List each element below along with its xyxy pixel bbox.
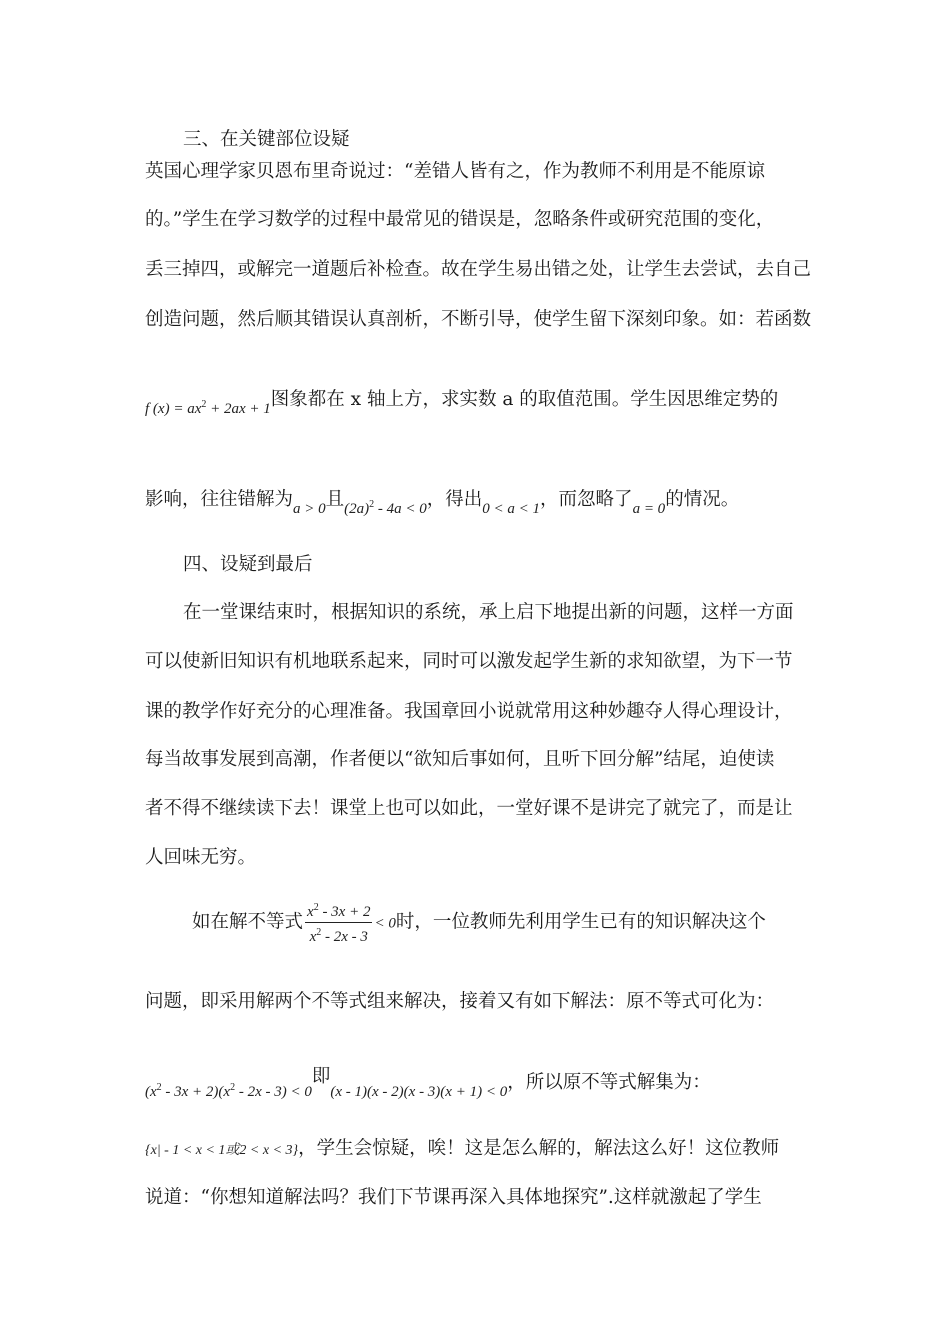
paragraph-line-with-product — [145, 1066, 810, 1100]
formula-function: f (x) = ax2 + 2ax + 1 — [145, 399, 271, 417]
text-segment: ，学生会惊疑，唉！这是怎么解的，解法这么好！这位教师 — [298, 1138, 780, 1159]
formula-range: 0 < a < 1 — [482, 501, 541, 517]
formula-product: (x2 - 3x + 2)(x2 - 2x - 3) < 0 — [145, 1082, 312, 1100]
paragraph-line: 每当故事发展到高潮，作者便以“欲知后事如何，且听下回分解”结尾，迫使读 — [145, 749, 775, 770]
paragraph-line-with-fraction — [192, 898, 857, 947]
text-segment: 时，一位教师先利用学生已有的知识解决这个 — [395, 911, 766, 933]
text-segment: 如在解不等式 — [192, 911, 304, 933]
paragraph-line-with-solution-set — [145, 1137, 810, 1163]
formula-solution-set: {x| - 1 < x < 1或2 < x < 3} — [145, 1143, 299, 1158]
formula-a-positive: a > 0 — [293, 501, 326, 517]
text-segment: 图象都在 x 轴上方，求实数 a 的取值范围。学生因思维定势的 — [270, 389, 779, 410]
paragraph-line: 创造问题，然后顺其错误认真剖析，不断引导，使学生留下深刻印象。如：若函数 — [145, 309, 812, 330]
heading-section-3: 三、在关键部位设疑 — [183, 129, 350, 150]
paragraph-line: 人回味无穷。 — [145, 847, 257, 868]
heading-section-4: 四、设疑到最后 — [183, 554, 313, 575]
paragraph-line: 的。”学生在学习数学的过程中最常见的错误是，忽略条件或研究范围的变化， — [145, 209, 775, 230]
formula-factored: (x - 1)(x - 2)(x - 3)(x + 1) < 0 — [330, 1084, 508, 1100]
formula-a-zero: a = 0 — [632, 501, 666, 517]
paragraph-line-with-function — [145, 385, 810, 417]
formula-discriminant: (2a)2 - 4a < 0 — [344, 499, 427, 517]
paragraph-line: 英国心理学家贝恩布里奇说过：“差错人皆有之，作为教师不利用是不能原谅 — [145, 161, 765, 182]
paragraph-line-with-conditions — [145, 485, 810, 517]
paragraph-line: 丢三掉四，或解完一道题后补检查。故在学生易出错之处，让学生去尝试，去自己 — [145, 259, 812, 280]
formula-fraction: $\frac{x^2 - 3x + 2}{x^2 - 2x - 3}$ — [305, 898, 372, 947]
text-segment: 影响，往往错解为 — [145, 489, 294, 510]
paragraph-line: 在一堂课结束时，根据知识的系统，承上启下地提出新的问题，这样一方面 — [183, 602, 794, 623]
paragraph-line: 可以使新旧知识有机地联系起来，同时可以激发起学生新的求知欲望，为下一节 — [145, 651, 793, 672]
text-segment: 即 — [311, 1066, 331, 1087]
text-segment: 且 — [325, 489, 345, 510]
text-segment: ，得出 — [426, 489, 483, 510]
text-segment: ，所以原不等式解集为： — [507, 1072, 711, 1093]
paragraph-line: 说道：“你想知道解法吗？我们下节课再深入具体地探究”.这样就激起了学生 — [145, 1187, 762, 1208]
text-segment: ，而忽略了 — [540, 489, 633, 510]
paragraph-line: 者不得不继续读下去！课堂上也可以如此，一堂好课不是讲完了就完了，而是让 — [145, 798, 793, 819]
paragraph-line: 问题，即采用解两个不等式组来解决，接着又有如下解法：原不等式可化为： — [145, 991, 775, 1012]
paragraph-line: 课的教学作好充分的心理准备。我国章回小说就常用这种妙趣夺人得心理设计， — [145, 701, 793, 722]
formula-less-than-zero: < 0 — [374, 915, 396, 932]
text-segment: 的情况。 — [665, 489, 740, 510]
